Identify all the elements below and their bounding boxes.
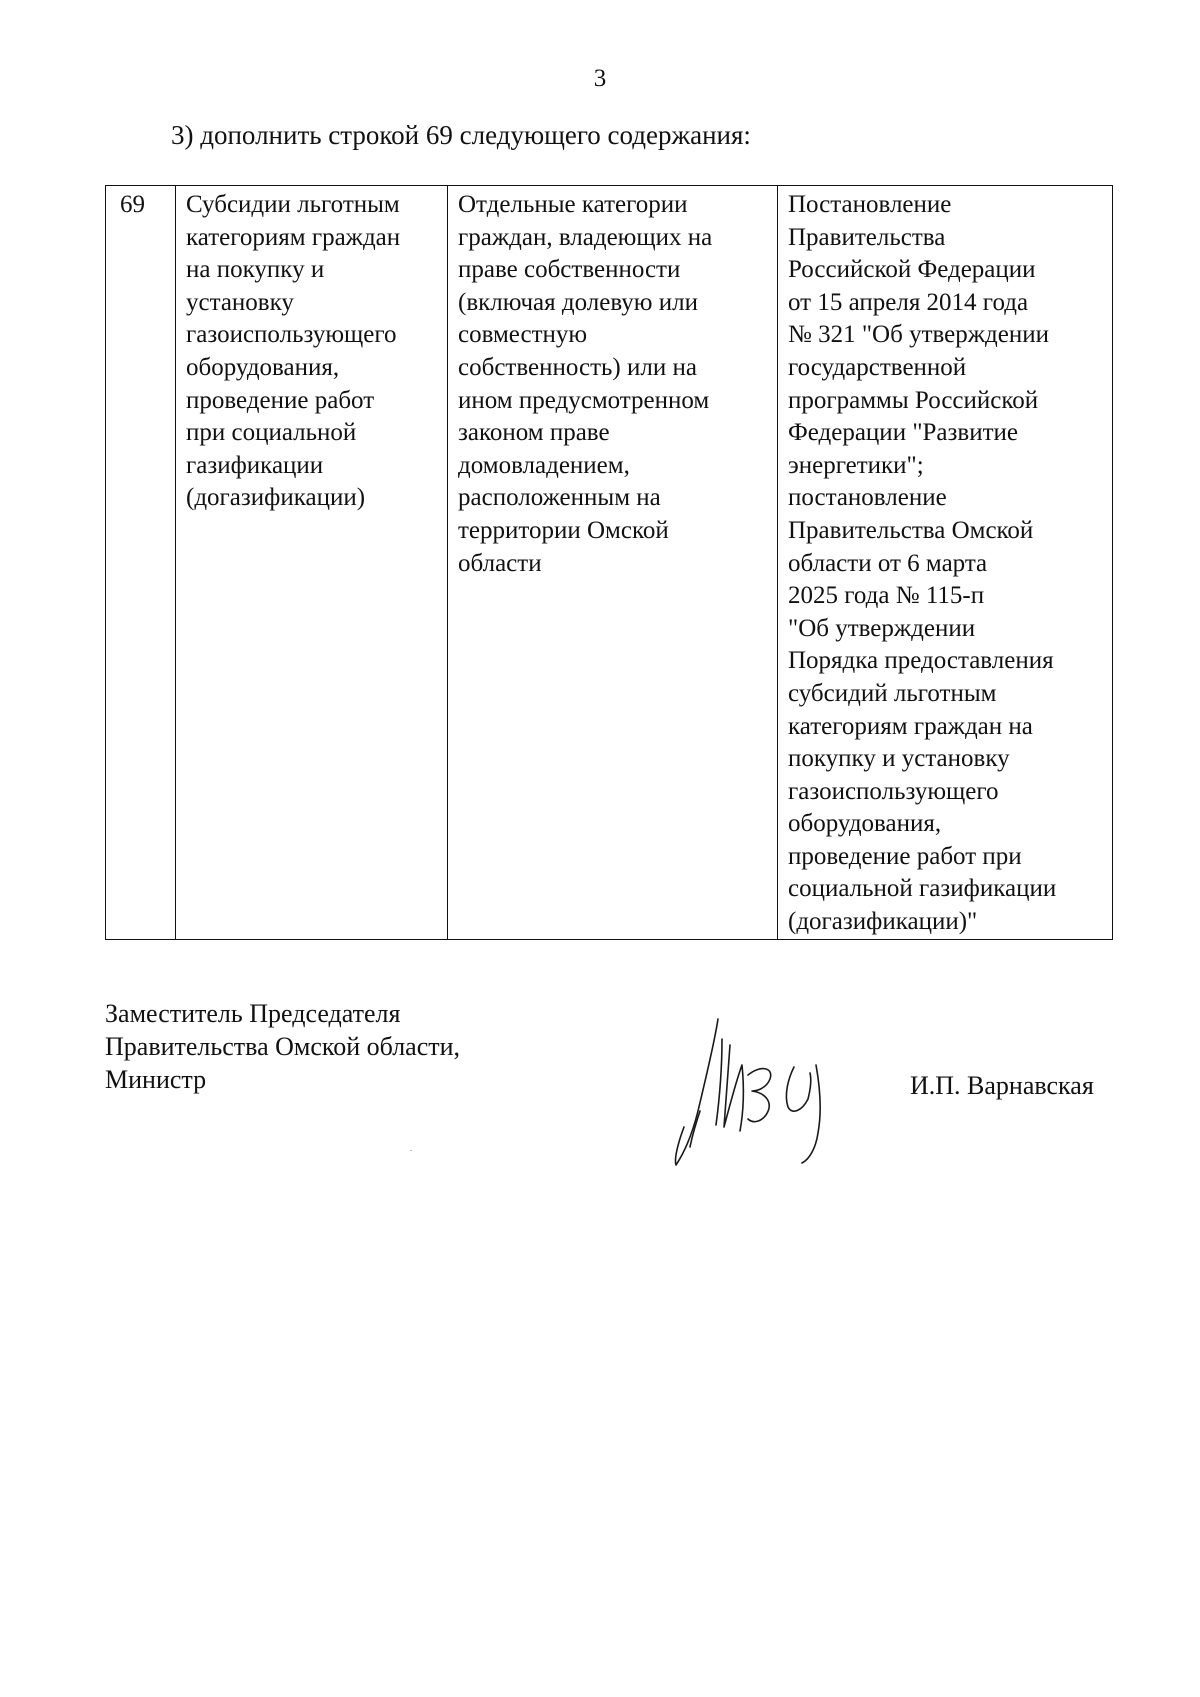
handwritten-signature-icon — [670, 1015, 860, 1175]
row-number-cell — [106, 186, 176, 940]
legal-basis-line: субсидий льготным — [788, 679, 997, 707]
legal-basis-line: социальной газификации — [788, 875, 1057, 903]
recipients-cell — [448, 186, 778, 940]
legal-basis-line: области от 6 марта — [788, 549, 988, 577]
recipients-line: праве собственности — [458, 256, 681, 284]
measure-name-line: категориям граждан — [186, 223, 401, 251]
legal-basis-line: покупку и установку — [788, 745, 1010, 773]
legal-basis-line: энергетики"; — [788, 451, 924, 479]
recipients-line: ином предусмотренном — [458, 386, 710, 414]
page-number: 3 — [593, 65, 607, 92]
legal-basis-line: Постановление — [788, 191, 952, 218]
measure-name-line: газификации — [186, 451, 324, 479]
recipients-line: домовладением, — [458, 451, 630, 479]
recipients-line: расположенным на — [458, 484, 661, 512]
legal-basis-line: государственной — [788, 353, 967, 381]
legal-basis-line: проведение работ при — [788, 842, 1022, 870]
legal-basis-line: Российской Федерации — [788, 256, 1036, 284]
row-number: 69 — [120, 191, 145, 218]
measure-name-line: оборудования, — [186, 353, 340, 381]
measure-name-line: установку — [186, 288, 294, 316]
legal-basis-line: Федерации "Развитие — [788, 419, 1018, 447]
measure-name-line: газоиспользующего — [186, 321, 397, 349]
legal-basis-line: "Об утверждении — [788, 614, 976, 642]
legal-basis-line: Порядка предоставления — [788, 647, 1054, 675]
measure-name-line: при социальной — [186, 419, 357, 447]
measure-name-line: проведение работ — [186, 386, 375, 414]
measure-name-line: (догазификации) — [186, 484, 366, 512]
legal-basis-line: оборудования, — [788, 810, 942, 838]
signatory-name: И.П. Варнавская — [910, 1071, 1094, 1100]
amendment-intro: 3) дополнить строкой 69 следующего содержания: — [171, 120, 751, 150]
recipients-line: совместную — [458, 321, 588, 349]
amendment-table — [105, 185, 1113, 940]
legal-basis-line: Правительства Омской — [788, 516, 1034, 544]
legal-basis-line: постановление — [788, 484, 947, 512]
legal-basis-line: (догазификации)" — [788, 908, 978, 936]
measure-name-line: на покупку и — [186, 256, 325, 284]
recipients-line: области — [458, 549, 542, 577]
legal-basis-line: газоиспользующего — [788, 777, 999, 805]
recipients-line: собственность) или на — [458, 353, 697, 381]
signatory-title — [105, 997, 460, 1096]
measure-name-line: Субсидии льготным — [186, 191, 400, 218]
legal-basis-line: 2025 года № 115-п — [788, 582, 985, 610]
measure-name-cell — [176, 186, 448, 940]
recipients-line: Отдельные категории — [458, 191, 688, 218]
legal-basis-line: от 15 апреля 2014 года — [788, 288, 1029, 316]
legal-basis-line: Правительства — [788, 223, 946, 251]
recipients-line: (включая долевую или — [458, 288, 698, 316]
signatory-title-line: Заместитель Председателя — [105, 999, 401, 1028]
legal-basis-line: № 321 "Об утверждении — [788, 321, 1049, 349]
recipients-line: граждан, владеющих на — [458, 223, 713, 251]
recipients-line: территории Омской — [458, 516, 669, 544]
signatory-title-line: Правительства Омской области, — [105, 1032, 461, 1061]
recipients-line: законом праве — [458, 419, 610, 447]
legal-basis-line: категориям граждан на — [788, 712, 1033, 740]
legal-basis-cell — [778, 186, 1113, 940]
table-row — [106, 186, 1113, 940]
legal-basis-line: программы Российской — [788, 386, 1039, 414]
scan-speck — [410, 1150, 412, 1151]
signatory-title-line: Министр — [105, 1065, 207, 1094]
